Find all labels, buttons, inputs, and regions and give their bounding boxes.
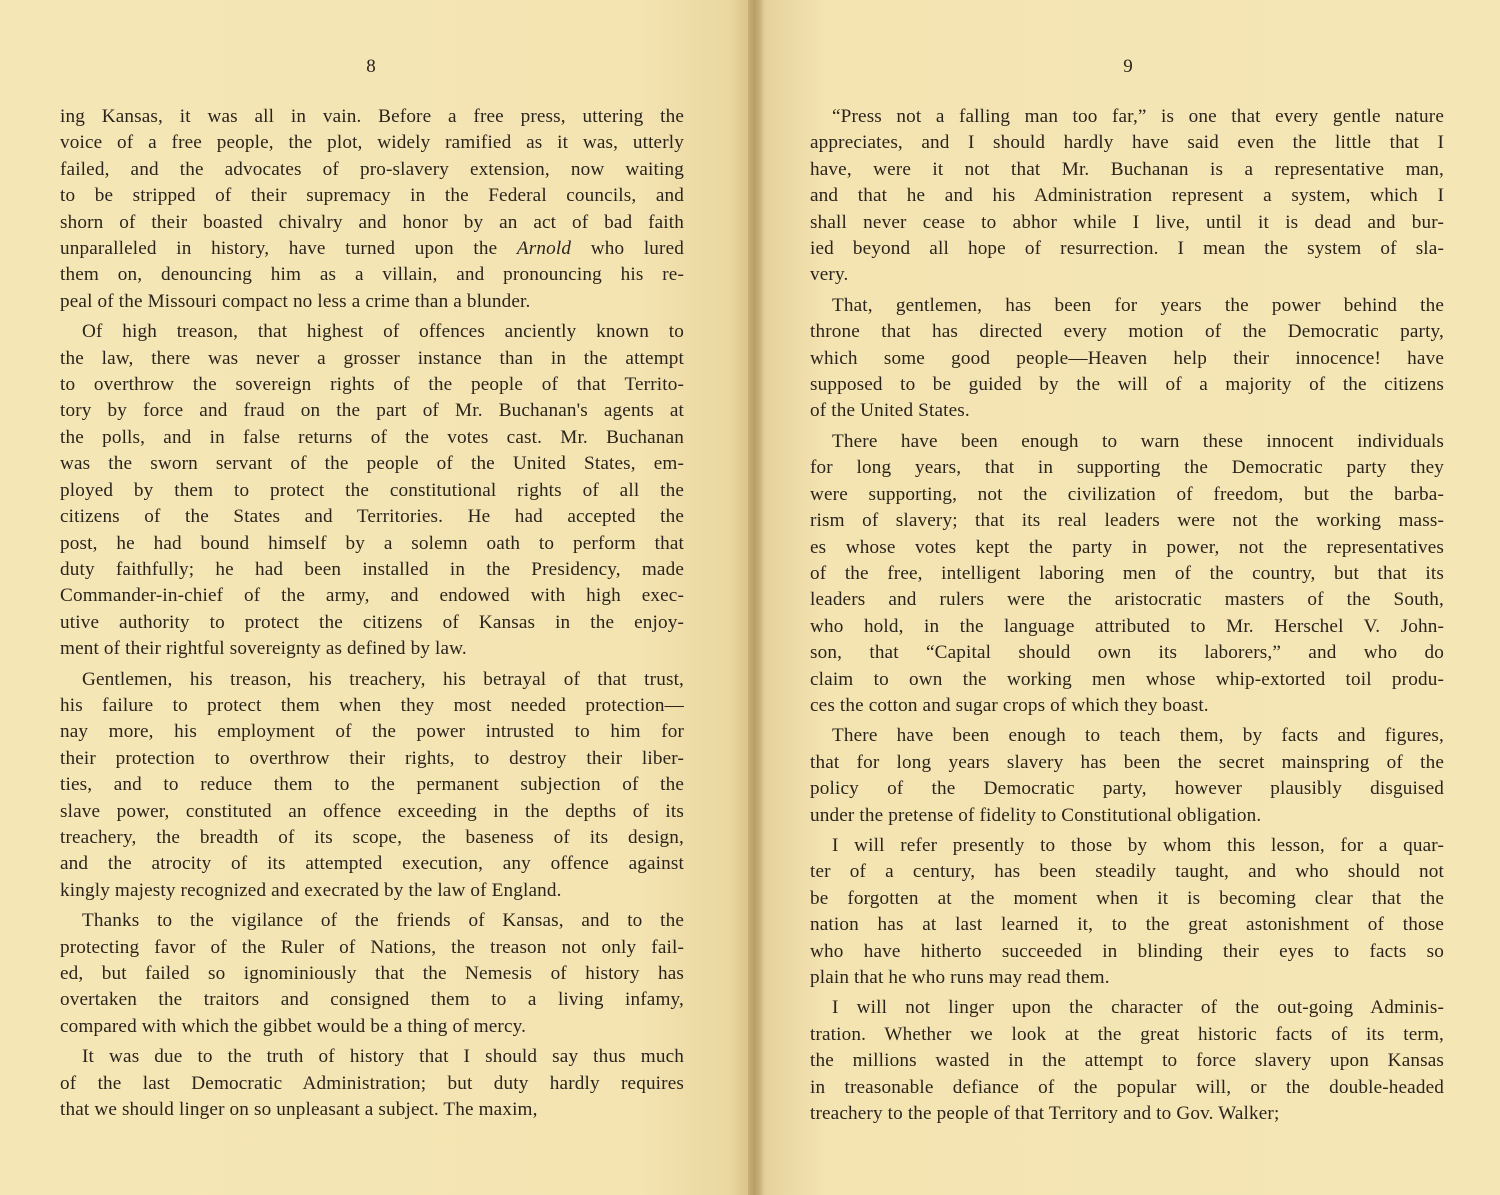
text-line: ployed by them to protect the constitutional rights of all the xyxy=(60,479,684,501)
text-line: treachery, the breadth of its scope, the baseness of its design, xyxy=(60,826,684,848)
paragraph xyxy=(810,429,1444,719)
text-line: shorn of their boasted chivalry and honor by an act of bad faith xyxy=(60,211,684,233)
paragraph xyxy=(810,995,1444,1127)
text-line: was the sworn servant of the people of the United States, em- xyxy=(60,453,684,475)
text-line: throne that has directed every motion of the Democratic party, xyxy=(810,321,1444,343)
page-text xyxy=(60,104,684,1127)
text-line: them on, denouncing him as a villain, and pronouncing his re- xyxy=(60,264,684,286)
text-line: protecting favor of the Ruler of Nations, the treason not only fail- xyxy=(60,936,684,958)
text-line: the polls, and in false returns of the votes cast. Mr. Buchanan xyxy=(60,426,684,448)
text-line: kingly majesty recognized and execrated by the law of England. xyxy=(60,879,562,901)
text-line: peal of the Missouri compact no less a crime than a blunder. xyxy=(60,290,531,312)
text-line: of the last Democratic Administration; but duty hardly requires xyxy=(60,1072,684,1094)
text-line: shall never cease to abhor while I live, until it is dead and bur- xyxy=(810,211,1444,233)
text-line: claim to own the working men whose whip-extorted toil produ- xyxy=(810,668,1444,690)
text-line: Gentlemen, his treason, his treachery, his betrayal of that trust, xyxy=(82,668,684,690)
text-line: rism of slavery; that its real leaders were not the working mass- xyxy=(810,510,1444,532)
paragraph xyxy=(810,723,1444,829)
text-line: voice of a free people, the plot, widely ramified as it was, utterly xyxy=(60,132,684,154)
text-line: ed, but failed so ignominiously that the Nemesis of history has xyxy=(60,963,684,984)
paragraph xyxy=(60,319,684,662)
text-line: tory by force and fraud on the part of Mr. Buchanan's agents at xyxy=(60,400,684,422)
text-line: unparalleled in history, have turned upon the Arnold who lured xyxy=(60,238,684,260)
book-gutter xyxy=(748,0,764,1195)
text-line: their protection to overthrow their rights, to destroy their liber- xyxy=(60,747,684,769)
italic-name: Arnold xyxy=(516,238,572,260)
text-line: treachery to the people of that Territory and to Gov. Walker; xyxy=(810,1103,1280,1125)
text-line: very. xyxy=(810,264,849,286)
text-line: ied beyond all hope of resurrection. I mean the system of sla- xyxy=(810,238,1444,260)
text-line: ment of their rightful sovereignty as defined by law. xyxy=(60,638,467,660)
text-line: policy of the Democratic party, however plausibly disguised xyxy=(810,778,1444,800)
paragraph xyxy=(60,908,684,1040)
page-number: 9 xyxy=(1123,56,1133,77)
text-line: for long years, that in supporting the Democratic party they xyxy=(810,457,1444,479)
text-line: leaders and rulers were the aristocratic masters of the South, xyxy=(810,589,1444,611)
text-line: and that he and his Administration represent a system, which I xyxy=(810,185,1444,207)
text-line: the law, there was never a grosser instance than in the attempt xyxy=(60,347,684,369)
text-line: to be stripped of their supremacy in the Federal councils, and xyxy=(60,185,684,207)
text-line: ing Kansas, it was all in vain. Before a free press, uttering the xyxy=(60,106,684,127)
text-line: the millions wasted in the attempt to force slavery upon Kansas xyxy=(810,1050,1444,1072)
paragraph xyxy=(60,667,684,905)
text-line: who have hitherto succeeded in blinding their eyes to facts so xyxy=(810,940,1444,962)
text-line: be forgotten at the moment when it is becoming clear that the xyxy=(810,887,1444,909)
text-line: citizens of the States and Territories. He had accepted the xyxy=(60,506,684,528)
paragraph xyxy=(810,293,1444,425)
text-line: of the United States. xyxy=(810,400,970,422)
text-line: I will not linger upon the character of the out-going Adminis- xyxy=(832,997,1444,1019)
text-line: Commander-in-chief of the army, and endowed with high exec- xyxy=(60,585,684,607)
text-line: son, that “Capital should own its laborers,” and who do xyxy=(810,642,1444,664)
text-line: and the atrocity of its attempted execution, any offence against xyxy=(60,853,684,875)
text-line: his failure to protect them when they most needed protection— xyxy=(60,694,684,716)
text-line: I will refer presently to those by whom this lesson, for a quar- xyxy=(832,834,1444,856)
page-text xyxy=(810,104,1444,1131)
text-line: duty faithfully; he had been installed in the Presidency, made xyxy=(60,558,684,580)
right-page xyxy=(752,0,1500,1195)
page-number: 8 xyxy=(366,56,376,77)
text-line: that for long years slavery has been the secret mainspring of the xyxy=(810,751,1444,773)
text-line: That, gentlemen, has been for years the power behind the xyxy=(832,294,1444,316)
paragraph xyxy=(60,1044,684,1123)
text-line: of the free, intelligent laboring men of the country, but that its xyxy=(810,562,1444,584)
text-line: utive authority to protect the citizens of Kansas in the enjoy- xyxy=(60,611,684,633)
text-line: to overthrow the sovereign rights of the people of that Territo- xyxy=(60,374,684,396)
paragraph xyxy=(60,104,684,315)
text-line: compared with which the gibbet would be a thing of mercy. xyxy=(60,1015,527,1037)
text-line: Of high treason, that highest of offences anciently known to xyxy=(82,321,684,343)
text-line: failed, and the advocates of pro-slavery extension, now waiting xyxy=(60,158,684,180)
text-line: supposed to be guided by the will of a majority of the citizens xyxy=(810,374,1444,396)
text-line: under the pretense of fidelity to Constitutional obligation. xyxy=(810,804,1262,826)
text-line: which some good people—Heaven help their innocence! have xyxy=(810,347,1444,369)
text-line: in treasonable defiance of the popular will, or the double-headed xyxy=(810,1076,1444,1098)
text-line: appreciates, and I should hardly have said even the little that I xyxy=(810,132,1444,154)
text-line: post, he had bound himself by a solemn oath to perform that xyxy=(60,532,684,554)
text-line: There have been enough to warn these innocent individuals xyxy=(832,430,1444,452)
text-line: overtaken the traitors and consigned them to a living infamy, xyxy=(60,989,684,1011)
text-line: that we should linger on so unpleasant a subject. The maxim, xyxy=(60,1099,538,1121)
text-line: who hold, in the language attributed to Mr. Herschel V. John- xyxy=(810,615,1444,637)
text-line: “Press not a falling man too far,” is one that every gentle nature xyxy=(832,106,1444,127)
text-line: ces the cotton and sugar crops of which they boast. xyxy=(810,694,1209,716)
text-line: es whose votes kept the party in power, not the representatives xyxy=(810,536,1444,558)
text-line: ties, and to reduce them to the permanent subjection of the xyxy=(60,774,684,796)
text-line: plain that he who runs may read them. xyxy=(810,967,1110,988)
text-line: ter of a century, has been steadily taught, and who should not xyxy=(810,861,1444,883)
text-line: slave power, constituted an offence exceeding in the depths of its xyxy=(60,800,684,822)
paragraph xyxy=(810,104,1444,289)
text-line: There have been enough to teach them, by facts and figures, xyxy=(832,725,1444,747)
text-line: tration. Whether we look at the great historic facts of its term, xyxy=(810,1023,1444,1045)
text-line: It was due to the truth of history that I should say thus much xyxy=(82,1046,684,1068)
text-line: Thanks to the vigilance of the friends of Kansas, and to the xyxy=(82,910,684,932)
text-line: have, were it not that Mr. Buchanan is a representative man, xyxy=(810,158,1444,180)
text-line: nation has at last learned it, to the great astonishment of those xyxy=(810,914,1444,936)
text-line: were supporting, not the civilization of freedom, but the barba- xyxy=(810,483,1444,505)
paragraph xyxy=(810,833,1444,991)
text-line: nay more, his employment of the power intrusted to him for xyxy=(60,721,684,743)
